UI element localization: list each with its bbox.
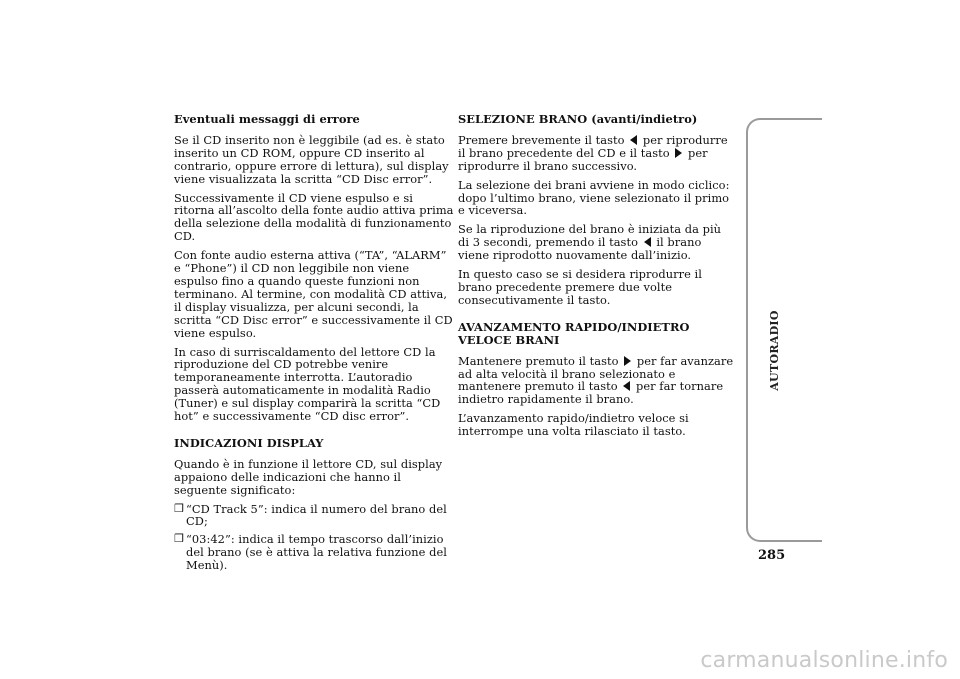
page-number: 285 — [758, 548, 786, 563]
next-arrow-icon — [675, 148, 682, 158]
left-column — [174, 113, 454, 577]
previous-arrow-icon — [644, 237, 651, 247]
paragraph: Quando è in funzione il lettore CD, sul display appaiono delle indicazioni che hanno il seguente significato: — [174, 456, 443, 497]
watermark: carmanualsonline.info — [700, 648, 948, 673]
paragraph — [458, 134, 734, 173]
checkbox-bullet-icon: ❒ — [174, 532, 184, 546]
list-item-text: “03:42”: indica il tempo trascorso dall’inizio del brano (se è attiva la relativa funzione del Menù). — [186, 532, 447, 573]
paragraph: In questo caso se si desidera riprodurre il brano precedente premere due volte consecutivamente il tasto. — [458, 267, 702, 307]
text-fragment: Premere brevemente il tasto — [458, 132, 625, 147]
next-arrow-icon — [624, 356, 631, 366]
checkbox-bullet-icon: ❒ — [174, 501, 184, 515]
previous-arrow-icon — [630, 135, 637, 145]
paragraph: La selezione dei brani avviene in modo ciclico: dopo l’ultimo brano, viene selezionato il primo e viceversa. — [458, 177, 730, 218]
paragraph: Successivamente il CD viene espulso e si ritorna all’ascolto della fonte audio attiva prima della selezione della modalità di funzionamento CD. — [174, 190, 454, 244]
paragraph: In caso di surriscaldamento del lettore CD la riproduzione del CD potrebbe venire temporaneamente interrotta. L’autoradio passerà automaticamente in modalità Radio (Tuner) e sul display comparirà la scritta “CD hot” e successivamente “CD disc error”. — [174, 344, 441, 424]
section-heading-fast-forward-rewind: AVANZAMENTO RAPIDO/INDIETRO VELOCE BRANI — [458, 319, 690, 347]
text-fragment: per riprodurre il brano successivo. — [458, 145, 708, 173]
list-item-text: “CD Track 5”: indica il numero del brano del CD; — [186, 501, 447, 529]
list-item — [174, 533, 454, 572]
text-fragment: il brano viene riprodotto nuovamente dall’inizio. — [458, 235, 702, 263]
chapter-tab-label — [762, 300, 786, 400]
section-heading-error-messages: Eventuali messaggi di errore — [174, 112, 360, 126]
list-item — [174, 503, 454, 529]
paragraph: Con fonte audio esterna attiva (“TA”, “ALARM” e “Phone”) il CD non leggibile non viene espulso fino a quando queste funzioni non terminano. Al termine, con modalità CD attiva, il display visualizza, per alcuni secondi, la scritta “CD Disc error” e successivamente il CD viene espulso. — [174, 248, 453, 340]
text-fragment: Se la riproduzione del brano è iniziata da più di 3 secondi, premendo il tasto — [458, 222, 722, 250]
paragraph — [458, 223, 734, 262]
paragraph: L’avanzamento rapido/indietro veloce si interrompe una volta rilasciato il tasto. — [458, 411, 689, 439]
text-fragment: per far avanzare ad alta velocità il brano selezionato e mantenere premuto il tasto — [458, 353, 734, 394]
paragraph: Se il CD inserito non è leggibile (ad es. è stato inserito un CD ROM, oppure CD inserito al contrario, oppure errore di lettura), sul display viene visualizzata la scritta “CD Disc error”. — [174, 132, 449, 186]
chapter-title: AUTORADIO — [767, 309, 781, 391]
paragraph — [458, 355, 734, 407]
section-heading-display-indications: INDICAZIONI DISPLAY — [174, 435, 324, 450]
section-heading-track-selection: SELEZIONE BRANO (avanti/indietro) — [458, 112, 698, 126]
text-fragment: per riprodurre il brano precedente del CD e il tasto — [458, 132, 728, 160]
text-fragment: Mantenere premuto il tasto — [458, 353, 619, 368]
right-column — [458, 113, 734, 444]
previous-arrow-icon — [623, 381, 630, 391]
text-fragment: per far tornare indietro rapidamente il brano. — [458, 379, 724, 407]
